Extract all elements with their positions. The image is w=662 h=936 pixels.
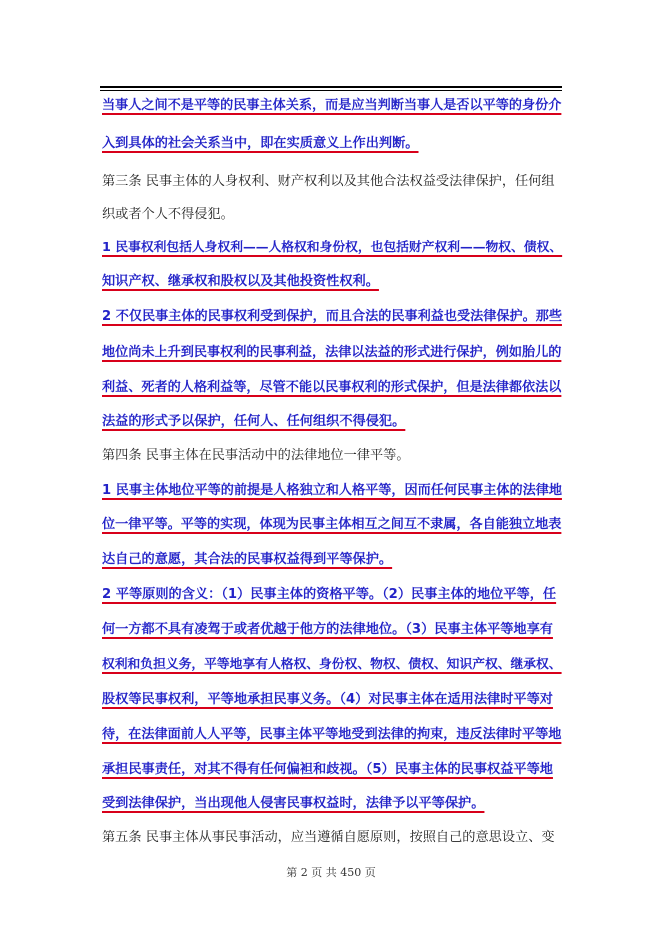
note-line: 2 不仅民事主体的民事权利受到保护，而且合法的民事利益也受法律保护。那些 xyxy=(102,309,562,324)
note-line: 利益、死者的人格利益等，尽管不能以民事权利的形式保护，但是法律都依法以 xyxy=(102,380,562,395)
article-line: 第五条 民事主体从事民事活动，应当遵循自愿原则，按照自己的意思设立、变 xyxy=(102,830,555,845)
page-footer: 第 2 页 共 450 页 xyxy=(286,866,376,879)
note-line: 2 平等原则的含义：（1）民事主体的资格平等。（2）民事主体的地位平等，任 xyxy=(102,587,557,602)
note-line: 受到法律保护，当出现他人侵害民事权益时，法律予以平等保护。 xyxy=(102,796,485,811)
note-line: 承担民事责任，对其不得有任何偏袒和歧视。（5）民事主体的民事权益平等地 xyxy=(102,762,553,777)
note-line: 地位尚未上升到民事权利的民事利益，法律以法益的形式进行保护，例如胎儿的 xyxy=(102,345,562,360)
article-line: 第四条 民事主体在民事活动中的法律地位一律平等。 xyxy=(102,448,410,463)
note-line: 何一方都不具有凌驾于或者优越于他方的法律地位。（3）民事主体平等地享有 xyxy=(102,622,553,637)
header-rule-thick xyxy=(100,86,562,88)
note-line: 位一律平等。平等的实现，体现为民事主体相互之间互不隶属，各自能独立地表 xyxy=(102,517,562,532)
note-line: 法益的形式予以保护，任何人、任何组织不得侵犯。 xyxy=(102,414,406,429)
article-line: 第三条 民事主体的人身权利、财产权利以及其他合法权益受法律保护，任何组 xyxy=(102,174,555,189)
article-line: 织或者个人不得侵犯。 xyxy=(102,207,234,222)
note-line: 1 民事权利包括人身权利——人格权和身份权，也包括财产权利——物权、债权、 xyxy=(102,240,563,255)
note-line: 达自己的意愿，其合法的民事权益得到平等保护。 xyxy=(102,552,393,567)
note-line: 权利和负担义务，平等地享有人格权、身份权、物权、债权、知识产权、继承权、 xyxy=(102,657,562,672)
note-line: 当事人之间不是平等的民事主体关系，而是应当判断当事人是否以平等的身份介 xyxy=(102,98,562,113)
note-line: 待，在法律面前人人平等，民事主体平等地受到法律的拘束，违反法律时平等地 xyxy=(102,727,562,742)
note-line: 入到具体的社会关系当中，即在实质意义上作出判断。 xyxy=(102,136,419,151)
header-rule-thin xyxy=(100,90,562,91)
note-line: 知识产权、继承权和股权以及其他投资性权利。 xyxy=(102,274,379,289)
note-line: 股权等民事权利，平等地承担民事义务。（4）对民事主体在适用法律时平等对 xyxy=(102,692,553,707)
note-line: 1 民事主体地位平等的前提是人格独立和人格平等，因而任何民事主体的法律地 xyxy=(102,483,562,498)
